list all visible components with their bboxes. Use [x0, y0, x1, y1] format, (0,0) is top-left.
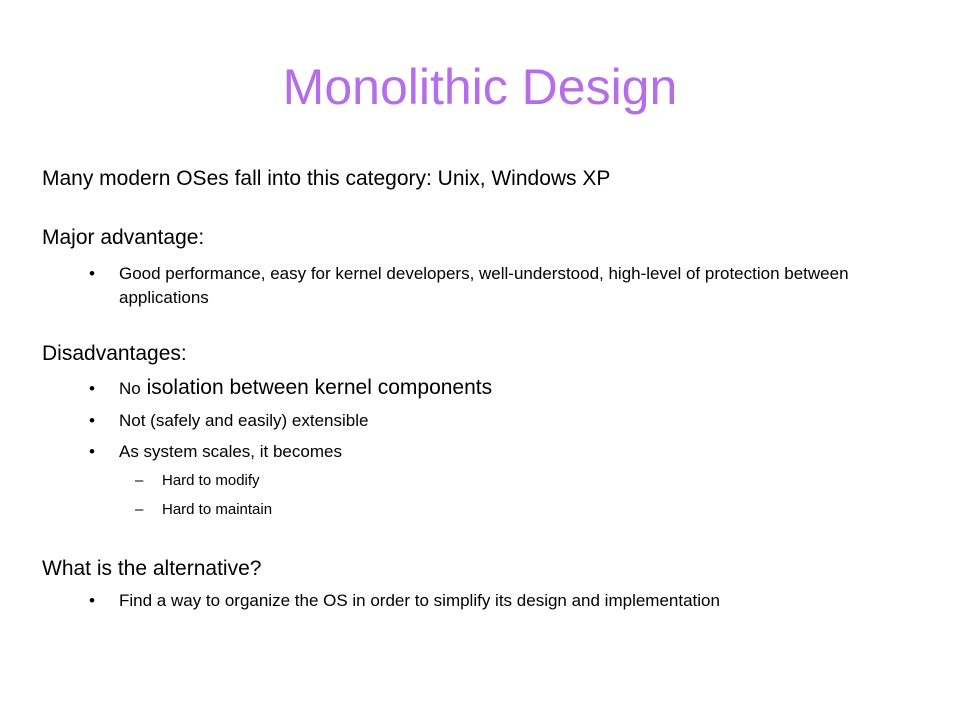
disadvantage-bullet-1-text: isolation between kernel components: [140, 376, 493, 399]
disadvantage-bullet-2: [89, 409, 864, 433]
disadvantage-bullet-1-prefix: No: [119, 379, 141, 398]
advantage-bullet-text: Good performance, easy for kernel developers, well-understood, high-level of protection between applications: [119, 264, 849, 307]
disadvantages-heading: Disadvantages:: [42, 342, 187, 365]
disadvantage-bullet-1: [89, 375, 864, 402]
intro-text: Many modern OSes fall into this category: Unix, Windows XP: [42, 167, 611, 190]
sub-item-1: [135, 471, 260, 491]
alternative-bullet-text: Find a way to organize the OS in order to simplify its design and implementation: [119, 591, 720, 610]
bullet-marker: •: [89, 264, 95, 283]
alternative-bullet: [89, 589, 864, 613]
slide-title: Monolithic Design: [282, 59, 678, 115]
sub-item-2: [135, 500, 273, 520]
disadvantage-bullet-2-text: Not (safely and easily) extensible: [119, 411, 369, 430]
advantage-heading: Major advantage:: [42, 226, 205, 249]
sub-item-1-text: Hard to modify: [162, 472, 260, 489]
advantage-bullet: [89, 262, 864, 310]
dash-marker: –: [135, 472, 144, 489]
bullet-marker: •: [89, 411, 95, 430]
bullet-marker: •: [89, 379, 95, 398]
alternative-heading: What is the alternative?: [42, 557, 262, 580]
disadvantage-bullet-3-text: As system scales, it becomes: [119, 442, 342, 461]
disadvantage-bullet-3: [89, 440, 864, 464]
bullet-marker: •: [89, 591, 95, 610]
dash-marker: –: [135, 501, 144, 518]
sub-item-2-text: Hard to maintain: [162, 501, 273, 518]
bullet-marker: •: [89, 442, 95, 461]
